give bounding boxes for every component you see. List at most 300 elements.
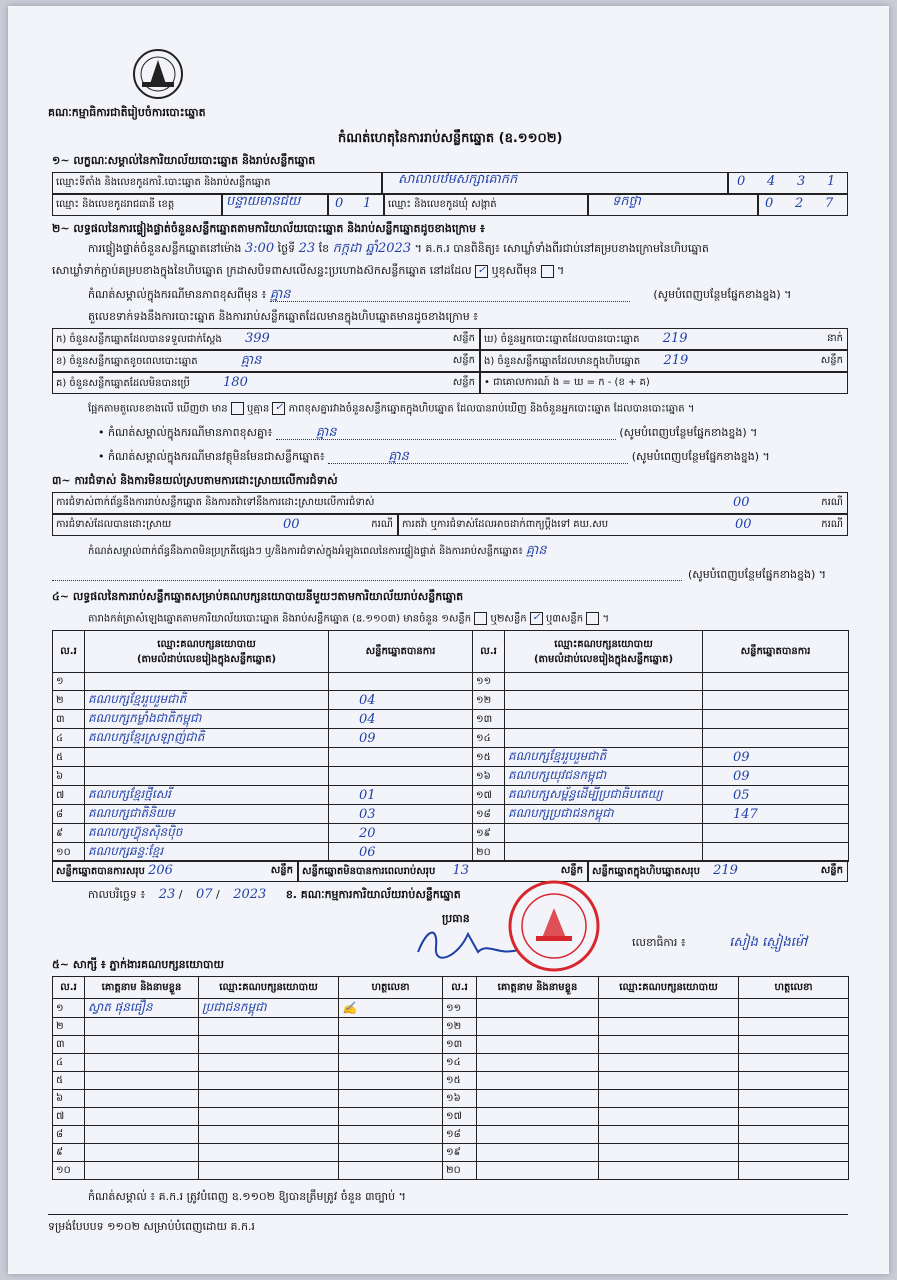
party-name: គណបក្សខ្មែរស្រឡាញ់ជាតិ	[88, 730, 205, 744]
w-cell-party	[599, 1036, 739, 1054]
cell-party	[505, 710, 703, 729]
check-icon: ✓	[532, 612, 541, 623]
cell-votes	[703, 824, 849, 843]
w-cell-name	[85, 1126, 199, 1144]
row-number: ១	[56, 1002, 64, 1014]
s2-para2: សោឃ្លាំទាក់ភ្ជាប់គម្របខាងក្នុងនៃហិបឆ្នោត ក្រដាសបិទពាសលើសន្ទះប្រហោងស៊កសន្លឹកឆ្នោត នៅដដែល ✓ ឬខុសពីមុន ។	[52, 264, 565, 277]
row-number: ១៨	[446, 1129, 461, 1140]
s1-row2-label	[52, 194, 222, 216]
w-cell-name	[85, 999, 199, 1018]
row-number: ១៥	[476, 751, 491, 763]
w-col-no-text: ល.រ	[451, 982, 468, 993]
w-cell-party	[599, 1072, 739, 1090]
unit: សន្លឹក	[560, 865, 583, 876]
w-cell-name	[477, 1018, 599, 1036]
w-cell-no	[443, 999, 477, 1018]
total-valid	[52, 860, 298, 882]
total-box-value: 219	[713, 863, 738, 878]
irreg-value: គ្មាន	[388, 449, 409, 464]
w-cell-sign	[339, 1054, 443, 1072]
cell-no	[53, 786, 85, 805]
s1-school-name: សាលាបឋមសិក្សាគោកកី	[398, 172, 518, 187]
code-digit: 0	[765, 196, 774, 211]
cell-party	[85, 691, 329, 710]
gh-value: 219	[662, 331, 688, 346]
row-ng	[480, 350, 848, 372]
w-cell-party	[199, 1072, 339, 1090]
gh-label: ឃ) ចំនួនអ្នកបោះឆ្នោតដែលបានបោះឆ្នោត	[484, 334, 640, 345]
footer-divider	[48, 1214, 848, 1215]
different-checkbox[interactable]	[541, 265, 554, 278]
table-row	[53, 786, 849, 805]
s1-row1-value	[382, 172, 728, 194]
w-cell-no	[53, 1054, 85, 1072]
table-row	[53, 1108, 849, 1126]
s1-province-name: បន្ទាយមានជ័យ	[226, 194, 301, 209]
official-stamp	[506, 878, 602, 974]
secretary-line	[632, 936, 807, 949]
w-cell-name	[85, 1072, 199, 1090]
w-cell-no	[53, 999, 85, 1018]
row-number: ១៧	[446, 1111, 462, 1122]
s2-day: 23	[298, 241, 316, 256]
w-cell-no	[443, 1054, 477, 1072]
w-col-no	[53, 977, 85, 999]
row-number: ១២	[446, 1021, 462, 1032]
ka-value: 399	[244, 331, 270, 346]
w-cell-name	[477, 1090, 599, 1108]
row-number: ៩	[56, 1147, 64, 1158]
cell-party	[85, 767, 329, 786]
row-number: ៨	[56, 1129, 64, 1140]
party-name: គណបក្សយុវជនកម្ពុជា	[508, 768, 607, 782]
w-col-name	[477, 977, 599, 999]
president-label: ប្រធាន	[442, 912, 470, 925]
w-cell-no	[443, 1090, 477, 1108]
s2-para4	[88, 402, 694, 416]
w-cell-party	[599, 1108, 739, 1126]
total-valid-label: សន្លឹកឆ្នោតបានការសរុប	[56, 866, 145, 877]
w-cell-name	[85, 1018, 199, 1036]
irreg-line	[328, 450, 628, 464]
w-col-sign-text: ហត្ថលេខា	[371, 982, 410, 993]
s3-r2-label: ការជំទាស់ដែលបានដោះស្រាយ	[56, 519, 172, 530]
row-number: ១៩	[476, 827, 491, 839]
s4-intro-c: ឬ៣សន្លឹក	[546, 613, 584, 625]
cell-votes	[703, 805, 849, 824]
cell-votes	[703, 729, 849, 748]
sign-label: ខ. គណៈកម្មការការិយាល័យរាប់សន្លឹកឆ្នោត	[285, 888, 461, 901]
row-number: ៨	[56, 808, 64, 820]
ka-label: ក) ចំនួនសន្លឹកឆ្នោតដែលបានទទួលជាក់ស្តែង	[56, 334, 222, 345]
date-day: 23	[158, 887, 176, 902]
table-row	[53, 1018, 849, 1036]
s2-p1b: ថ្ងៃទី	[277, 242, 296, 255]
s3-row2	[52, 514, 398, 536]
w-cell-party	[599, 999, 739, 1018]
row-number: ១១	[476, 676, 492, 687]
unit: សន្លឹក	[820, 355, 843, 366]
row-number: ៧	[56, 789, 65, 801]
row-kha	[52, 350, 480, 372]
table-row	[53, 767, 849, 786]
section2-heading: ២~ លទ្ធផលនៃការផ្ទៀងផ្ទាត់ចំនួនសន្លឹកឆ្នោតតាមការិយាល័យបោះឆ្នោត និងរាប់សន្លឹកឆ្នោតដូចខាងក្រោម ៖	[52, 222, 485, 235]
cell-party	[85, 729, 329, 748]
s2-p1a: ការផ្ទៀងផ្ទាត់ចំនួនសន្លឹកឆ្នោតនៅម៉ោង	[88, 242, 242, 255]
section4-heading: ៤~ លទ្ធផលនៃការរាប់សន្លឹកឆ្នោតសម្រាប់គណបក្សនយោបាយនីមួយៗតាមការិយាល័យរាប់សន្លឹកឆ្នោត	[52, 590, 464, 603]
s1-row2-label2	[384, 194, 588, 216]
w-cell-name	[85, 1054, 199, 1072]
row-number: ២០	[446, 1165, 461, 1176]
vote-count: 147	[733, 806, 758, 822]
row-number: ៥	[56, 751, 64, 763]
s3-note-line	[52, 580, 682, 581]
party-name: គណបក្សខ្មែរថ្មីសេរី	[88, 787, 171, 801]
s4-intro: តារាងកត់ត្រាសំឡេងឆ្នោតតាមការិយាល័យបោះឆ្នោត និងរាប់សន្លឹកឆ្នោត (ឧ.១១០៣) មានចំនួន ១សន្លឹក ឬ២សន្លឹក ✓ ឬ៣សន្លឹក ។	[88, 612, 610, 625]
w-cell-sign	[339, 1072, 443, 1090]
s3-r2-value: 00	[283, 517, 300, 532]
col-votes-text: សន្លឹកឆ្នោតបានការ	[365, 646, 436, 657]
party-name: គណបក្សឆន្ទៈខ្មែរ	[88, 844, 164, 858]
w-cell-sign	[739, 1144, 849, 1162]
cell-no	[473, 691, 505, 710]
same-checkbox[interactable]	[475, 265, 488, 278]
table-row	[53, 843, 849, 862]
s1-row2-label-text: ឈ្មោះ និងលេខកូដរាជធានី ខេត្ត	[56, 199, 175, 210]
table-row	[53, 673, 849, 691]
col-votes-text: សន្លឹកឆ្នោតបានការ	[740, 646, 811, 657]
w-cell-sign	[339, 1036, 443, 1054]
table-row	[53, 710, 849, 729]
s2-note-label: កំណត់សម្គាល់ក្នុងករណីមានភាពខុសពីមុន ៖	[88, 288, 267, 301]
col-no-text: ល.រ	[60, 646, 77, 657]
has-diff-checkbox[interactable]	[231, 402, 244, 415]
s1-row1-label	[52, 172, 382, 194]
unit: ករណី	[371, 519, 393, 530]
secretary-name: សៀង ស្មៀងម៉ៅ	[729, 935, 808, 950]
s3-note	[88, 544, 547, 558]
w-cell-no	[443, 1018, 477, 1036]
row-number: ៦	[56, 1093, 64, 1104]
code-digit: 7	[825, 196, 834, 211]
s2-p2a: សោឃ្លាំទាក់ភ្ជាប់គម្របខាងក្នុងនៃហិបឆ្នោត ក្រដាសបិទពាសលើសន្ទះប្រហោងស៊កសន្លឹកឆ្នោត នៅដដែល	[52, 264, 472, 277]
cell-votes	[329, 843, 473, 862]
w-col-party	[599, 977, 739, 999]
row-number: ១៦	[446, 1093, 461, 1104]
w-cell-sign	[739, 1072, 849, 1090]
kh-value: គ្មាន	[240, 353, 262, 368]
cell-votes	[329, 786, 473, 805]
s2-irreg	[98, 450, 770, 464]
s3-row1	[52, 492, 848, 514]
row-number: ១៥	[446, 1075, 461, 1086]
s4-intro-b: ឬ២សន្លឹក	[490, 613, 527, 625]
w-cell-party	[199, 1162, 339, 1180]
cell-no	[473, 710, 505, 729]
row-number: ២	[56, 694, 64, 706]
section3-heading: ៣~ ការជំទាស់ និងការមិនយល់ស្របតាមការដោះស្រាយលើការជំទាស់	[52, 474, 338, 487]
cell-no	[53, 729, 85, 748]
cell-party	[85, 786, 329, 805]
cell-votes	[703, 767, 849, 786]
col-party-sub: (តាមលំដាប់លេខរៀងក្នុងសន្លឹកឆ្នោត)	[533, 653, 674, 665]
irreg-label: • កំណត់សម្គាល់ក្នុងករណីមានវត្ថុមិនមែនជាសន្លឹកឆ្នោត៖	[98, 450, 325, 463]
row-number: ១០	[56, 1165, 71, 1176]
table-row	[53, 1054, 849, 1072]
col-votes-header	[329, 631, 473, 673]
hint: (សូមបំពេញបន្ថែមផ្នែកខាងខ្នង) ។	[619, 426, 758, 439]
s2-para1	[88, 242, 709, 255]
unit: សន្លឹក	[452, 377, 475, 388]
col-no-text: ល.រ	[480, 646, 497, 657]
cell-no	[473, 748, 505, 767]
vote-count: 09	[733, 768, 750, 784]
total-invalid-value: 13	[452, 863, 470, 878]
cell-party	[505, 673, 703, 691]
party-name: គណបក្សខ្មែររួបរួមជាតិ	[508, 749, 607, 763]
party-name: គណបក្សហ៊្វុនស៊ិនប៉ិច	[88, 825, 183, 839]
party-name: គណបក្សសម្ព័ន្ធដើម្បីប្រជាធិបតេយ្យ	[508, 787, 663, 801]
nec-logo	[128, 48, 188, 100]
w-col-sign	[739, 977, 849, 999]
code-digit: 4	[767, 174, 776, 189]
w-cell-sign	[339, 999, 443, 1018]
w-cell-sign	[739, 1018, 849, 1036]
table-row	[53, 824, 849, 843]
s2-p1d: ។ គ.ក.រ បានពិនិត្យ៖ សោឃ្លាំទាំងពីរជាប់នៅគម្របខាងក្រោមនៃហិបឆ្នោត	[414, 242, 709, 255]
date-year: 2023	[233, 887, 267, 902]
w-cell-name	[477, 1072, 599, 1090]
party-name: គណបក្សជាតិនិយម	[88, 806, 175, 820]
s2-p1c: ខែ	[318, 242, 330, 255]
cell-no	[53, 824, 85, 843]
s2-note	[88, 288, 848, 302]
w-cell-name	[85, 1108, 199, 1126]
row-number: ១១	[446, 1002, 462, 1014]
w-cell-party	[599, 1018, 739, 1036]
witness-name: ស្វាត ផុនធឿន	[88, 1000, 153, 1014]
w-cell-party	[199, 1054, 339, 1072]
vote-count: 20	[359, 825, 376, 841]
w-cell-party	[199, 999, 339, 1018]
cell-no	[473, 843, 505, 862]
date-month: 07	[195, 887, 213, 902]
party-name: គណបក្សខ្មែររួបរួមជាតិ	[88, 692, 187, 706]
s3-row2b	[398, 514, 848, 536]
w-cell-sign	[739, 1090, 849, 1108]
table-row	[53, 691, 849, 710]
w-cell-no	[443, 1126, 477, 1144]
vote-count: 03	[359, 806, 376, 822]
col-party-header	[505, 631, 703, 673]
s3-r1-label: ការជំទាស់ពាក់ព័ន្ធនឹងការរាប់សន្លឹកឆ្នោត និងការតវ៉ាទៅនឹងការដោះស្រាយលើការជំទាស់	[56, 497, 375, 508]
cell-votes	[703, 748, 849, 767]
cell-no	[53, 673, 85, 691]
w-col-party-text: ឈ្មោះគណបក្សនយោបាយ	[219, 982, 318, 993]
w-cell-no	[53, 1090, 85, 1108]
cell-votes	[329, 824, 473, 843]
s2-diff	[98, 426, 757, 440]
total-valid-value: 206	[148, 863, 173, 878]
table-row	[53, 805, 849, 824]
cell-party	[505, 729, 703, 748]
row-number: ១	[56, 676, 64, 687]
form-title: កំណត់ហេតុនៃការរាប់សន្លឹកឆ្នោត (ឧ.១១០២)	[338, 131, 563, 146]
cell-no	[473, 786, 505, 805]
row-number: ២០	[476, 846, 491, 858]
w-cell-party	[199, 1018, 339, 1036]
row-ka	[52, 328, 480, 350]
code-digit: 0	[335, 196, 344, 211]
col-party-sub: (តាមលំដាប់លេខរៀងក្នុងសន្លឹកឆ្នោត)	[136, 653, 277, 665]
w-cell-sign	[739, 1162, 849, 1180]
one-sheet-checkbox[interactable]	[474, 612, 487, 625]
s3-r2-value2: 00	[735, 517, 752, 532]
cell-no	[53, 843, 85, 862]
row-number: ១៤	[446, 1057, 461, 1068]
check-icon: ✓	[274, 402, 284, 413]
cell-votes	[329, 805, 473, 824]
code-digit: 1	[827, 174, 836, 189]
w-cell-party	[599, 1126, 739, 1144]
s3-r1-value: 00	[733, 495, 750, 510]
w-cell-no	[443, 1072, 477, 1090]
cell-party	[85, 824, 329, 843]
no-diff-checkbox[interactable]	[272, 402, 285, 415]
w-cell-sign	[339, 1126, 443, 1144]
s1-row2-label2-text: ឈ្មោះ និងលេខកូដឃុំ សង្កាត់	[388, 199, 497, 210]
w-col-name	[85, 977, 199, 999]
w-cell-name	[85, 1144, 199, 1162]
row-number: ១៧	[476, 789, 492, 801]
witness-sign: ✍	[342, 1001, 357, 1015]
cell-party	[505, 786, 703, 805]
w-cell-no	[443, 1036, 477, 1054]
cell-no	[473, 824, 505, 843]
section5-heading: ៥~ សាក្សី ៖ ភ្នាក់ងារគណបក្សនយោបាយ	[52, 958, 225, 971]
s1-commune-name: ទឹកថ្លា	[612, 194, 641, 209]
code-digit: 3	[797, 174, 806, 189]
row-formula	[480, 372, 848, 394]
w-cell-no	[53, 1108, 85, 1126]
g-value: 180	[223, 375, 248, 390]
w-cell-name	[477, 1108, 599, 1126]
s2-note-line	[270, 288, 630, 302]
vote-count: 09	[359, 730, 376, 746]
total-box-label: សន្លឹកឆ្នោតក្នុងហិបឆ្នោតសរុប	[592, 866, 700, 877]
s2-month-year: កក្កដា ឆ្នាំ2023	[332, 241, 412, 256]
w-cell-sign	[339, 1144, 443, 1162]
row-number: ១៩	[446, 1147, 461, 1158]
row-number: ២	[56, 1021, 64, 1032]
unit: សន្លឹក	[452, 355, 475, 366]
table-row	[53, 1144, 849, 1162]
s1-row2-value2	[588, 194, 758, 216]
total-box	[588, 860, 848, 882]
row-number: ៩	[56, 827, 64, 839]
w-cell-sign	[339, 1162, 443, 1180]
party-name: គណបក្សកម្លាំងជាតិកម្ពុជា	[88, 711, 202, 725]
w-col-no	[443, 977, 477, 999]
cell-votes	[703, 843, 849, 862]
s1-row1-label-text: ឈ្មោះទីតាំង និងលេខកូដការិ.បោះឆ្នោត និងរាប់សន្លឹកឆ្នោត	[56, 177, 271, 188]
cell-party	[85, 805, 329, 824]
w-cell-party	[199, 1144, 339, 1162]
cell-no	[473, 673, 505, 691]
w-cell-name	[85, 1090, 199, 1108]
w-cell-sign	[739, 1054, 849, 1072]
s5-note: កំណត់សម្គាល់ ៖ គ.ក.រ ត្រូវបំពេញ ឧ.១១០២ ឱ្យបានត្រឹមត្រូវ ចំនួន ៣ច្បាប់ ។	[88, 1190, 406, 1203]
w-cell-party	[199, 1036, 339, 1054]
cell-votes	[329, 673, 473, 691]
w-cell-party	[199, 1126, 339, 1144]
date-line: កាលបរិច្ឆេទ ៖ 23 / 07 / 2023 ខ. គណៈកម្មការការិយាល័យរាប់សន្លឹកឆ្នោត	[88, 887, 461, 902]
two-sheet-checkbox[interactable]	[530, 612, 543, 625]
col-party-text: ឈ្មោះគណបក្សនយោបាយ	[157, 638, 256, 650]
s1-row1-code	[728, 172, 848, 194]
witness-table	[52, 976, 849, 1180]
vote-count: 01	[359, 787, 376, 803]
unit: ករណី	[821, 497, 843, 508]
col-no-header	[53, 631, 85, 673]
w-cell-sign	[739, 1036, 849, 1054]
w-cell-sign	[339, 1018, 443, 1036]
check-icon: ✓	[477, 264, 486, 276]
s3-r2-label2: ការតវ៉ា ឬការជំទាស់ដែលអាចដាក់ពាក្យប្តឹងទៅ គឃ.សប	[402, 519, 609, 530]
cell-votes	[329, 748, 473, 767]
date-label: កាលបរិច្ឆេទ ៖	[88, 888, 146, 901]
w-cell-name	[477, 999, 599, 1018]
w-cell-no	[53, 1126, 85, 1144]
row-number: ១៨	[476, 808, 491, 820]
w-col-name-text: គោត្តនាម និងនាមខ្លួន	[497, 982, 578, 993]
w-col-sign	[339, 977, 443, 999]
w-col-sign-text: ហត្ថលេខា	[774, 982, 813, 993]
w-col-name-text: គោត្តនាម និងនាមខ្លួន	[101, 982, 182, 993]
code-digit: 0	[737, 174, 746, 189]
cell-party	[505, 748, 703, 767]
unit: សន្លឹក	[270, 865, 293, 876]
cell-no	[53, 691, 85, 710]
cell-no	[53, 710, 85, 729]
cell-no	[53, 805, 85, 824]
row-number: ១៤	[476, 732, 491, 744]
w-cell-no	[53, 1162, 85, 1180]
party-name: គណបក្សប្រជាជនកម្ពុជា	[508, 806, 614, 820]
s1-row2-code2	[758, 194, 848, 216]
formula: • ជាគោលការណ៍ ង = ឃ = ក - (ខ + គ)	[484, 377, 650, 388]
diff-line	[276, 426, 616, 440]
ng-label: ង) ចំនួនសន្លឹកឆ្នោតដែលមានក្នុងហិបឆ្នោត	[484, 356, 641, 367]
cell-votes	[329, 729, 473, 748]
w-cell-name	[85, 1036, 199, 1054]
three-sheet-checkbox[interactable]	[586, 612, 599, 625]
table-row	[53, 999, 849, 1018]
row-number: ១៣	[446, 1039, 463, 1050]
cell-no	[473, 805, 505, 824]
row-number: ៥	[56, 1075, 64, 1086]
code-digit: 1	[363, 196, 372, 211]
cell-votes	[703, 786, 849, 805]
row-ko	[52, 372, 480, 394]
unit: ករណី	[821, 519, 843, 530]
s2-note-value: គ្មាន	[269, 287, 291, 302]
s2-p4c: ភាពខុសគ្នារវាងចំនួនសន្លឹកឆ្នោតក្នុងហិបឆ្នោត ដែលបានរាប់ឃើញ និងចំនួនអ្នកបោះឆ្នោត ដែលបានបោះឆ្នោត ។	[288, 403, 695, 415]
w-cell-party	[199, 1108, 339, 1126]
form-page	[8, 6, 889, 1274]
committee-name: គណៈកម្មាធិការជាតិរៀបចំការបោះឆ្នោត	[48, 106, 206, 119]
ng-value: 219	[663, 353, 689, 368]
